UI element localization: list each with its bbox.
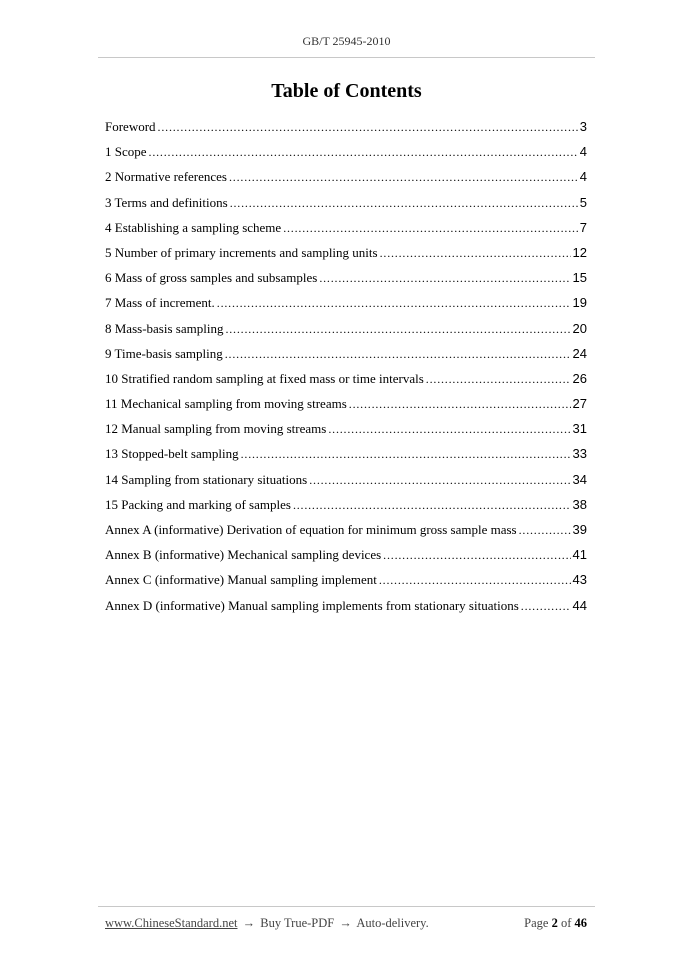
toc-entry-page: 12	[572, 244, 587, 260]
toc-entry[interactable]	[105, 218, 587, 243]
toc-entry[interactable]	[105, 570, 587, 595]
toc-entry-page: 41	[572, 547, 587, 563]
dot-leader	[379, 570, 571, 590]
page-title: Table of Contents	[271, 80, 422, 102]
toc-entry-page: 5	[579, 194, 587, 210]
dot-leader	[521, 596, 571, 616]
dot-leader	[293, 495, 571, 515]
toc-entry[interactable]	[105, 495, 587, 520]
table-of-contents	[105, 117, 587, 621]
toc-entry-page: 19	[572, 295, 587, 311]
toc-entry-label: Foreword	[105, 119, 156, 134]
of-word: of	[560, 916, 572, 930]
document-header: GB/T 25945-2010	[302, 34, 391, 48]
toc-entry[interactable]	[105, 243, 587, 268]
toc-entry-page: 43	[572, 572, 587, 588]
page-word: Page	[524, 916, 549, 930]
footer-promo	[105, 916, 429, 931]
toc-entry-page: 7	[579, 219, 587, 235]
dot-leader	[230, 193, 578, 213]
footer-divider	[98, 906, 595, 907]
toc-entry-label: 2 Normative references	[105, 169, 227, 185]
toc-entry-page: 33	[572, 446, 587, 462]
toc-entry-page: 44	[572, 597, 587, 613]
toc-entry[interactable]	[105, 394, 587, 419]
toc-entry-page: 3	[579, 119, 587, 134]
dot-leader	[158, 117, 578, 137]
arrow-right-icon: →	[339, 916, 352, 930]
toc-entry-label: 4 Establishing a sampling scheme	[105, 219, 282, 235]
toc-entry-label: 10 Stratified random sampling at fixed mass or time intervals	[105, 370, 424, 386]
toc-entry-page: 4	[579, 144, 587, 160]
toc-entry[interactable]	[105, 545, 587, 570]
toc-entry[interactable]	[105, 293, 587, 318]
dot-leader	[349, 394, 571, 414]
dot-leader	[283, 218, 578, 238]
dot-leader	[519, 520, 571, 540]
toc-entry-page: 31	[572, 421, 587, 437]
header-divider	[98, 57, 595, 58]
toc-entry-label: 6 Mass of gross samples and subsamples	[105, 270, 318, 286]
toc-entry-label: 12 Manual sampling from moving streams	[105, 421, 327, 437]
dot-leader	[225, 319, 570, 339]
auto-delivery-text: Auto-delivery.	[356, 916, 429, 930]
toc-entry-page: 20	[572, 320, 587, 336]
toc-entry-label: 15 Packing and marking of samples	[105, 496, 291, 512]
dot-leader	[426, 369, 571, 389]
toc-entry-page: 38	[572, 496, 587, 512]
toc-entry-label: 5 Number of primary increments and sampling units	[105, 244, 378, 260]
arrow-right-icon: →	[242, 916, 256, 930]
toc-entry-label: 13 Stopped-belt sampling	[105, 446, 239, 462]
dot-leader	[383, 545, 570, 565]
dot-leader	[149, 142, 578, 162]
page-number	[524, 916, 587, 931]
toc-entry[interactable]	[105, 520, 587, 545]
toc-entry-label: Annex C (informative) Manual sampling implement	[105, 572, 377, 588]
toc-entry[interactable]	[105, 444, 587, 469]
toc-entry[interactable]	[105, 419, 587, 444]
dot-leader	[309, 470, 570, 490]
toc-entry-label: Annex A (informative) Derivation of equation for minimum gross sample mass	[105, 522, 517, 537]
toc-entry[interactable]	[105, 344, 587, 369]
toc-entry[interactable]	[105, 369, 587, 394]
toc-entry-page: 39	[572, 522, 587, 537]
toc-entry[interactable]	[105, 596, 587, 621]
current-page: 2	[551, 916, 558, 930]
toc-entry-label: 8 Mass-basis sampling	[105, 320, 224, 336]
toc-entry-page: 24	[572, 345, 587, 361]
toc-entry[interactable]	[105, 470, 587, 495]
toc-entry-label: Annex D (informative) Manual sampling implements from stationary situations	[105, 597, 519, 613]
toc-entry-label: 11 Mechanical sampling from moving streams	[105, 396, 347, 412]
toc-entry[interactable]	[105, 142, 587, 167]
total-pages: 46	[574, 916, 587, 930]
toc-entry-page: 15	[572, 270, 587, 286]
toc-entry-page: 34	[572, 471, 587, 487]
dot-leader	[380, 243, 571, 263]
site-link[interactable]: www.ChineseStandard.net	[105, 916, 238, 930]
toc-entry-page: 4	[579, 169, 587, 185]
toc-entry[interactable]	[105, 167, 587, 192]
buy-true-pdf-text: Buy True-PDF	[260, 916, 335, 930]
toc-entry-label: 14 Sampling from stationary situations	[105, 471, 308, 487]
toc-entry-label: 1 Scope	[105, 144, 147, 160]
toc-entry-page: 26	[572, 370, 587, 386]
toc-entry-label: 3 Terms and definitions	[105, 194, 228, 210]
toc-entry[interactable]	[105, 319, 587, 344]
toc-entry[interactable]	[105, 193, 587, 218]
dot-leader	[229, 167, 578, 187]
toc-entry-label: 7 Mass of increment.	[105, 295, 215, 311]
dot-leader	[319, 268, 570, 288]
toc-entry-label: Annex B (informative) Mechanical sampling devices	[105, 547, 382, 563]
toc-entry-label: 9 Time-basis sampling	[105, 345, 223, 361]
toc-entry[interactable]	[105, 268, 587, 293]
dot-leader	[241, 444, 571, 464]
toc-entry[interactable]	[105, 117, 587, 142]
dot-leader	[328, 419, 570, 439]
dot-leader	[225, 344, 571, 364]
dot-leader	[217, 293, 571, 313]
toc-entry-page: 27	[572, 396, 587, 412]
